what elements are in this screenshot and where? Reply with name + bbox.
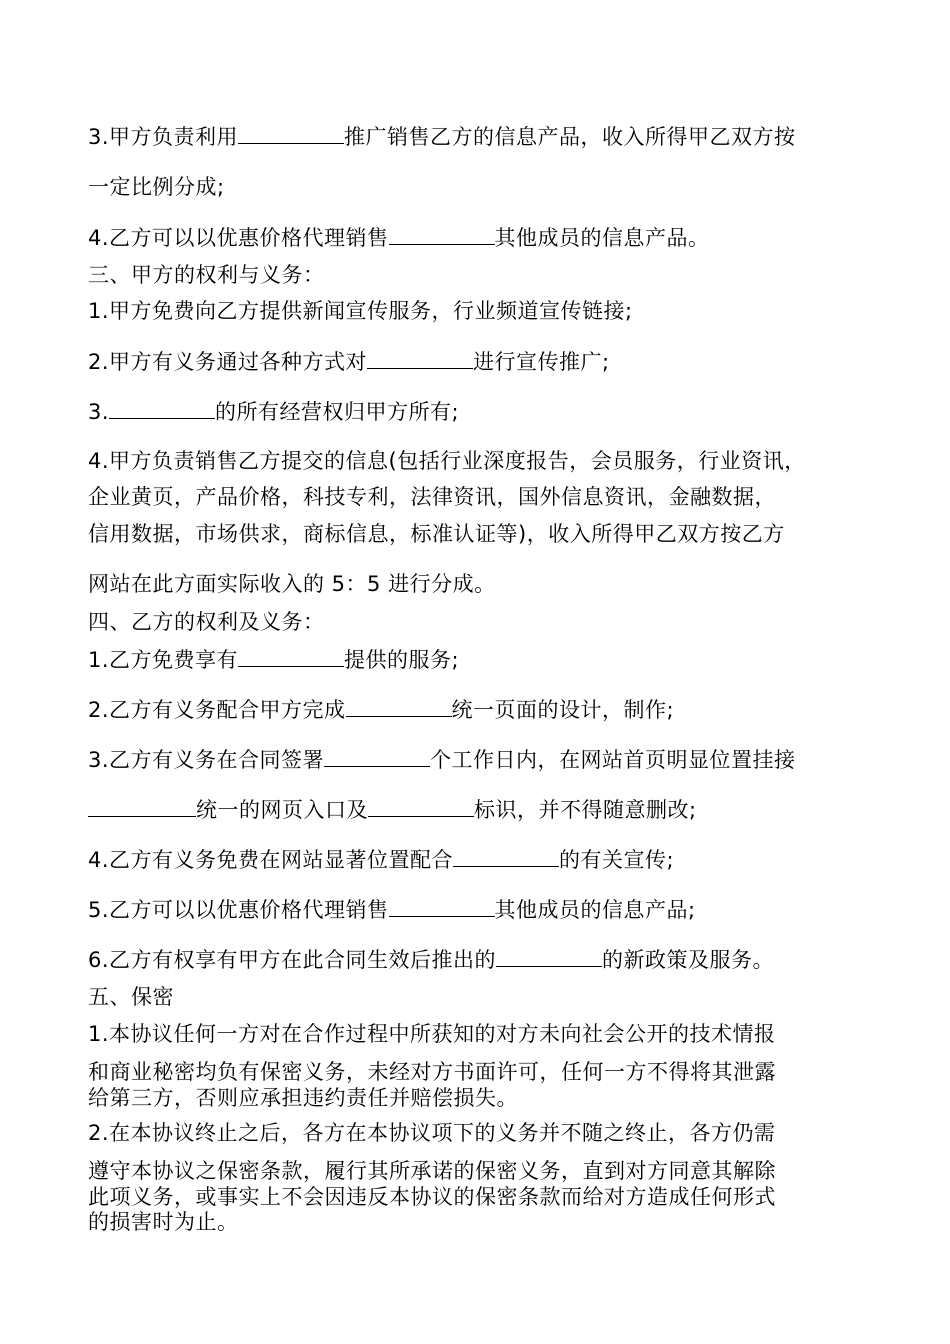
blank-field bbox=[389, 894, 495, 917]
blank-field bbox=[324, 744, 430, 767]
blank-field bbox=[238, 644, 344, 667]
blank-field bbox=[453, 844, 559, 867]
clause-line: 4.乙方有义务免费在网站显著位置配合 的有关宣传; bbox=[88, 844, 674, 875]
clause-line: 网站在此方面实际收入的 5：5 进行分成。 bbox=[88, 572, 496, 596]
clause-line: 信用数据，市场供求，商标信息，标准认证等)，收入所得甲乙双方按乙方 bbox=[88, 522, 785, 546]
clause-line: 统一的网页入口及 标识，并不得随意删改; bbox=[88, 794, 697, 825]
clause-line: 1.甲方免费向乙方提供新闻宣传服务，行业频道宣传链接; bbox=[88, 299, 633, 323]
clause-line: 遵守本协议之保密条款，履行其所承诺的保密义务，直到对方同意其解除 bbox=[88, 1159, 776, 1183]
section-heading: 五、保密 bbox=[88, 985, 174, 1009]
blank-field bbox=[346, 694, 452, 717]
clause-line: 和商业秘密均负有保密义务，未经对方书面许可，任何一方不得将其泄露 bbox=[88, 1060, 776, 1084]
clause-line: 2.乙方有义务配合甲方完成 统一页面的设计，制作; bbox=[88, 694, 674, 725]
clause-line: 3. 的所有经营权归甲方所有; bbox=[88, 396, 459, 427]
clause-line: 给第三方，否则应承担违约责任并赔偿损失。 bbox=[88, 1086, 518, 1110]
blank-field bbox=[88, 794, 196, 817]
blank-field bbox=[367, 346, 473, 369]
clause-line: 一定比例分成; bbox=[88, 175, 225, 199]
clause-line: 2.在本协议终止之后，各方在本协议项下的义务并不随之终止，各方仍需 bbox=[88, 1121, 776, 1145]
blank-field bbox=[389, 222, 495, 245]
clause-line: 6.乙方有权享有甲方在此合同生效后推出的 的新政策及服务。 bbox=[88, 944, 774, 975]
clause-line: 3.乙方有义务在合同签署 个工作日内，在网站首页明显位置挂接 bbox=[88, 744, 796, 775]
clause-line: 4.乙方可以以优惠价格代理销售 其他成员的信息产品。 bbox=[88, 222, 710, 253]
clause-line: 2.甲方有义务通过各种方式对 进行宣传推广; bbox=[88, 346, 610, 377]
blank-field bbox=[496, 944, 602, 967]
section-heading: 四、乙方的权利及义务： bbox=[88, 610, 325, 634]
clause-line: 的损害时为止。 bbox=[88, 1210, 239, 1234]
clause-line: 企业黄页，产品价格，科技专利，法律资讯，国外信息资讯，金融数据， bbox=[88, 485, 776, 509]
clause-line: 3.甲方负责利用 推广销售乙方的信息产品，收入所得甲乙双方按 bbox=[88, 121, 796, 152]
blank-field bbox=[238, 121, 344, 144]
clause-line: 此项义务，或事实上不会因违反本协议的保密条款而给对方造成任何形式 bbox=[88, 1185, 776, 1209]
clause-line: 1.本协议任何一方对在合作过程中所获知的对方未向社会公开的技术情报 bbox=[88, 1022, 776, 1046]
section-heading: 三、甲方的权利与义务： bbox=[88, 263, 325, 287]
clause-line: 4.甲方负责销售乙方提交的信息(包括行业深度报告，会员服务，行业资讯， bbox=[88, 449, 806, 473]
blank-field bbox=[368, 794, 474, 817]
blank-field bbox=[109, 396, 215, 419]
clause-line: 1.乙方免费享有 提供的服务; bbox=[88, 644, 459, 675]
clause-line: 5.乙方可以以优惠价格代理销售 其他成员的信息产品; bbox=[88, 894, 696, 925]
